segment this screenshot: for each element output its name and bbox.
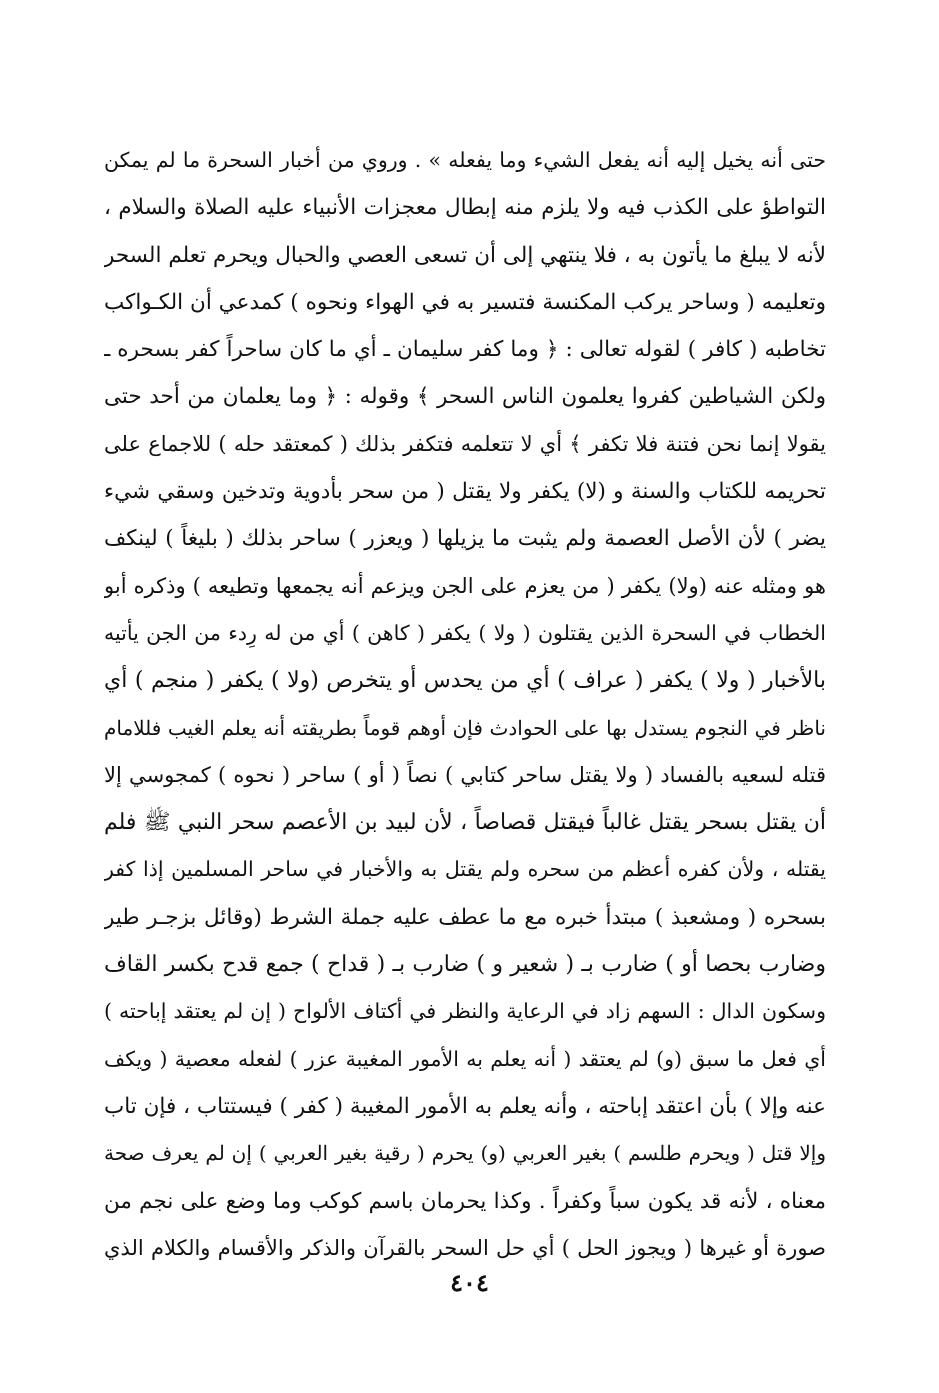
text-line: صورة أو غيرها ( ويجوز الحل ) أي حل السحر بالقرآن والذكر والأقسام والكلام الذي [104, 1235, 826, 1260]
text-line: وضارب بحصا أو ) ضارب بـ ( شعير و ) ضارب بـ ( قداح ) جمع قدح بكسر القاف [104, 952, 826, 978]
text-line: يقولا إنما نحن فتنة فلا تكفر ﴾ أي لا تتعلمه فتكفر بذلك ( كمعتقد حله ) للاجماع على [104, 431, 826, 456]
body-text [104, 137, 826, 1272]
text-line: أن يقتل بسحر يقتل غالباً فيقتل قصاصاً ، لأن لبيد بن الأعصم سحر النبي ﷺ فلم [104, 810, 826, 836]
text-line: بسحره ( ومشعبذ ) مبتدأ خبره مع ما عطف عليه جملة الشرط (وقائل بزجـر طير [104, 904, 826, 930]
text-line: قتله لسعيه بالفساد ( ولا يقتل ساحر كتابي ) نصاً ( أو ) ساحر ( نحوه ) كمجوسي إلا [104, 762, 826, 787]
text-line: وتعليمه ( وساحر يركب المكنسة فتسير به في الهواء ونحوه ) كمدعي أن الكـواكب [104, 289, 826, 315]
text-line: الخطاب في السحرة الذين يقتلون ( ولا ) يكفر ( كاهن ) أي من له رِدء من الجن يأتيه [104, 620, 826, 645]
text-line: لأنه لا يبلغ ما يأتون به ، فلا ينتهي إلى أن تسعى العصي والحبال ويحرم تعلم السحر [104, 242, 826, 268]
text-line: أي فعل ما سبق (و) لم يعتقد ( أنه يعلم به الأمور المغيبة عزر ) لفعله معصية ( ويكف [104, 1046, 826, 1071]
text-line: معناه ، لأنه قد يكون سباً وكفراً . وكذا يحرمان باسم كوكب وما وضع على نجم من [104, 1188, 826, 1214]
text-line: تحريمه للكتاب والسنة و (لا) يكفر ولا يقتل ( من سحر بأدوية وتدخين وسقي شيء [104, 479, 826, 505]
text-line: تخاطبه ( كافر ) لقوله تعالى : ﴿ وما كفر سليمان ـ أي ما كان ساحراً كفر بسحره ـ [104, 337, 826, 363]
text-line: وإلا قتل ( ويحرم طلسم ) بغير العربي (و) يحرم ( رقية بغير العربي ) إن لم يعرف صحة [104, 1141, 826, 1166]
text-line: هو ومثله عنه (ولا) يكفر ( من يعزم على الجن ويزعم أنه يجمعها وتطيعه ) وذكره أبو [104, 573, 826, 598]
text-line: ناظر في النجوم يستدل بها على الحوادث فإن أوهم قوماً بطريقته أنه يعلم الغيب فللامام [104, 715, 826, 740]
text-line: بالأخبار ( ولا ) يكفر ( عراف ) أي من يحدس أو يتخرص (ولا ) يكفر ( منجم ) أي [104, 668, 826, 694]
text-line: عنه وإلا ) بأن اعتقد إباحته ، وأنه يعلم به الأمور المغيبة ( كفر ) فيستتاب ، فإن تاب [104, 1093, 826, 1119]
text-line: يضر ) لأن الأصل العصمة ولم يثبت ما يزيلها ( ويعزر ) ساحر بذلك ( بليغاً ) لينكف [104, 526, 826, 552]
text-line: التواطؤ على الكذب فيه ولا يلزم منه إبطال معجزات الأنبياء عليه الصلاة والسلام ، [104, 195, 826, 221]
text-line: حتى أنه يخيل إليه أنه يفعل الشيء وما يفعله » . وروي من أخبار السحرة ما لم يمكن [104, 148, 826, 172]
text-line: يقتله ، ولأن كفره أعظم من سحره ولم يقتل به والأخبار في ساحر المسلمين إذا كفر [104, 857, 826, 882]
text-line: ولكن الشياطين كفروا يعلمون الناس السحر ﴾ وقوله : ﴿ وما يعلمان من أحد حتى [104, 384, 826, 410]
page-number: ٤٠٤ [450, 1268, 489, 1297]
text-line: وسكون الدال : السهم زاد في الرعاية والنظر في أكتاف الألواح ( إن لم يعتقد إباحته ) [104, 999, 826, 1024]
